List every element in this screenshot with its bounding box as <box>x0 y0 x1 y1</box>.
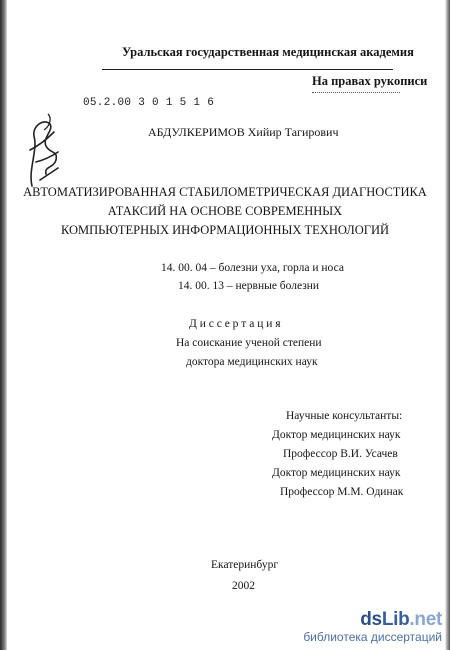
rights-note: На правах рукописи <box>312 74 428 88</box>
library-stamp: 05.2.00 3 0 1 5 1 6 <box>83 97 215 109</box>
thesis-title-line-1: АВТОМАТИЗИРОВАННАЯ СТАБИЛОМЕТРИЧЕСКАЯ ДИАГНОСТИКА <box>23 185 427 199</box>
consultant-line-3: Доктор медицинских наук <box>272 467 401 479</box>
year: 2002 <box>232 580 255 592</box>
thesis-title-line-2: АТАКСИЙ НА ОСНОВЕ СОВРЕМЕННЫХ <box>107 204 343 218</box>
consultant-line-1: Доктор медицинских наук <box>272 429 401 441</box>
brand-name: Lib <box>381 609 410 630</box>
header-rule <box>102 69 393 70</box>
handwritten-signature-icon <box>24 110 64 190</box>
work-type: Д и с с е р т а ц и я <box>189 318 281 330</box>
thesis-title-line-3: КОМПЬЮТЕРНЫХ ИНФОРМАЦИОННЫХ ТЕХНОЛОГИЙ <box>60 223 390 237</box>
dslib-tagline: библиотека диссертаций <box>303 630 442 644</box>
consultant-line-4: Профессор М.М. Одинак <box>280 486 404 498</box>
consultants-heading: Научные консультанты: <box>286 410 403 422</box>
specialty-code-1: 14. 00. 04 – болезни уха, горла и носа <box>161 262 344 274</box>
dslib-watermark-logo <box>303 609 442 644</box>
dslib-brand <box>303 609 442 631</box>
city: Екатеринбург <box>211 559 279 571</box>
degree-line-2: доктора медицинских наук <box>186 356 318 368</box>
header-dotted-line <box>312 92 400 93</box>
brand-suffix: .net <box>409 609 442 630</box>
specialty-code-2: 14. 00. 13 – нервные болезни <box>178 280 320 292</box>
institution-name: Уральская государственная медицинская академия <box>122 45 414 59</box>
author-name: АБДУЛКЕРИМОВ Хийир Тагирович <box>148 125 339 139</box>
degree-line-1: На соискание ученой степени <box>176 337 322 349</box>
scan-edge-right <box>445 0 450 650</box>
consultant-line-2: Профессор В.И. Усачев <box>283 448 398 460</box>
scan-edge-left <box>0 0 7 650</box>
brand-prefix: ds <box>360 609 382 630</box>
